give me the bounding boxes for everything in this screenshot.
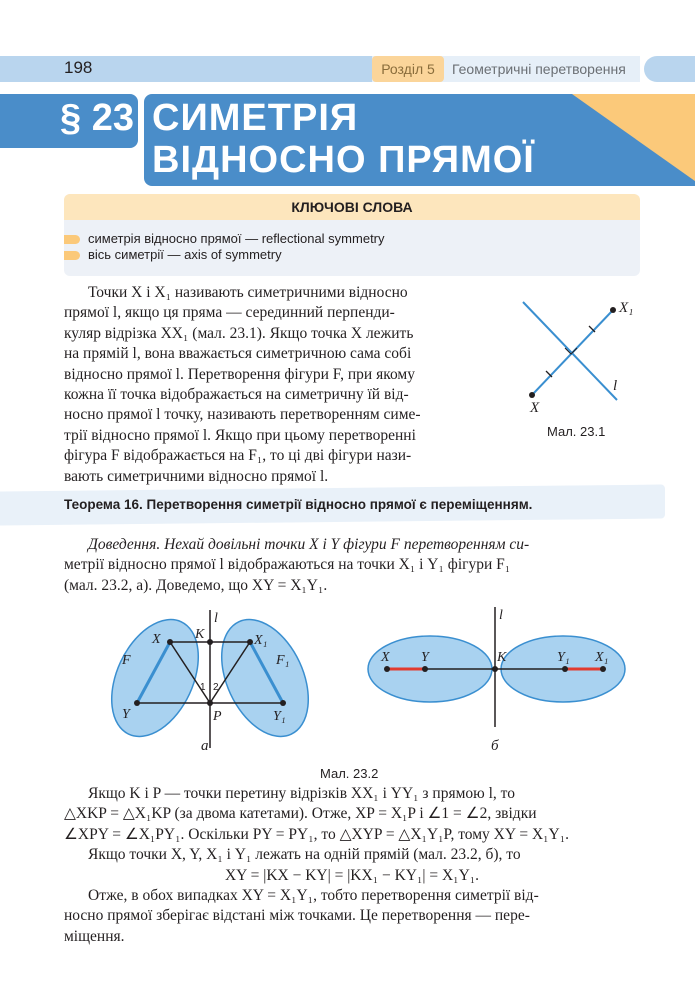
label-x1: X₁ <box>254 633 268 648</box>
theorem-16: Теорема 16. Перетворення симетрії відносно прямої є переміщенням. <box>64 497 533 512</box>
intro-line: фігура F відображається на F₁, то ці дві фігури нази- <box>64 447 412 465</box>
label-f1: F₁ <box>276 653 290 668</box>
label-x1: X₁ <box>619 300 634 316</box>
title-corner-decoration <box>572 94 695 186</box>
conclusion-line: Якщо K і P — точки перетину відрізків XX₁ і YY₁ з прямою l, то <box>88 785 515 802</box>
keyword-item: симетрія відносно прямої — reflectional symmetry <box>88 231 385 246</box>
intro-line: носно прямої l точку, називають перетворенням симе- <box>64 406 421 424</box>
figure-23-2b <box>365 605 630 730</box>
chapter-label: Розділ 5 <box>372 56 444 82</box>
section-number: § 23 <box>60 97 134 139</box>
proof-paragraph <box>64 535 640 596</box>
intro-line: вають симетричними відносно прямої l. <box>64 467 329 485</box>
label-l: l <box>214 611 218 626</box>
section-title-line1: СИМЕТРІЯ <box>152 97 359 139</box>
conclusion-line: △XKP = △X₁KP (за двома катетами). Отже, XP = X₁P і ∠1 = ∠2, звідки <box>64 805 537 823</box>
keyword-bullet <box>64 251 80 260</box>
chapter-title: Геометричні перетворення <box>452 61 626 77</box>
label-f: F <box>122 653 131 668</box>
intro-line: прямої l, якщо ця пряма — серединний перпенди- <box>64 304 395 322</box>
figure-23-2a-label: а <box>201 738 209 754</box>
label-x: X <box>530 400 540 416</box>
label-y: Y <box>421 650 429 665</box>
label-x: X <box>152 632 161 647</box>
section-title-line2: ВІДНОСНО ПРЯМОЇ <box>152 139 535 181</box>
intro-line: куляр відрізка XX₁ (мал. 23.1). Якщо точка X лежить <box>64 324 414 342</box>
point-x <box>167 639 173 645</box>
intro-line: на прямій l, вона вважається симетричною сама собі <box>64 345 412 363</box>
intro-line: Точки X і X₁ називають симетричними відносно <box>88 284 408 301</box>
point-p <box>207 700 213 706</box>
figure-f1 <box>204 608 320 750</box>
label-y1: Y₁ <box>273 709 286 724</box>
label-angle-2: 2 <box>213 682 219 693</box>
keyword-bullet <box>64 235 80 244</box>
page-number: 198 <box>64 58 93 77</box>
point-k <box>207 639 213 645</box>
proof-line: Доведення. Нехай довільні точки X і Y фігури F перетворенням си- <box>88 536 530 553</box>
label-k: K <box>195 627 205 642</box>
point-k <box>492 666 498 672</box>
label-x1: X₁ <box>595 650 609 665</box>
figure-23-1-caption: Мал. 23.1 <box>547 424 606 439</box>
conclusion-line: ∠XPY = ∠X₁PY₁. Оскільки PY = PY₁, то △XYP = △X₁Y₁P, тому XY = X₁Y₁. <box>64 825 570 843</box>
proof-line: метрії відносно прямої l відображаються на точки X₁ і Y₁ фігури F₁ <box>64 556 511 574</box>
point-y <box>422 666 428 672</box>
header-decoration <box>644 56 695 82</box>
conclusion-paragraph <box>64 784 640 947</box>
intro-line: кожна її точка відображається на симетричну їй від- <box>64 386 409 404</box>
header-bar <box>0 56 372 82</box>
intro-line: трії відносно прямої l. Якщо при цьому перетворенні <box>64 426 416 444</box>
conclusion-formula: XY = |KX − KY| = |KX₁ − KY₁| = X₁Y₁. <box>224 866 480 884</box>
symmetry-axis-l <box>523 302 617 400</box>
intro-paragraph <box>64 283 504 487</box>
proof-line: (мал. 23.2, а). Доведемо, що XY = X₁Y₁. <box>64 576 328 594</box>
figure-23-2a <box>100 608 320 758</box>
figure-23-1 <box>515 290 655 420</box>
point-y <box>134 700 140 706</box>
label-k: K <box>497 650 507 665</box>
label-l: l <box>499 608 503 623</box>
conclusion-line: носно прямої зберігає відстані між точками. Це перетворення — пере- <box>64 907 530 925</box>
point-y1 <box>562 666 568 672</box>
keywords-heading: КЛЮЧОВІ СЛОВА <box>64 194 640 220</box>
point-x <box>384 666 390 672</box>
label-y1: Y₁ <box>557 650 570 665</box>
keyword-item: вісь симетрії — axis of symmetry <box>88 247 282 262</box>
label-l: l <box>613 378 618 394</box>
conclusion-line: міщення. <box>64 927 125 945</box>
point-y1 <box>280 700 286 706</box>
point-x1 <box>600 666 606 672</box>
figure-23-2-caption: Мал. 23.2 <box>320 766 379 781</box>
conclusion-line: Отже, в обох випадках XY = X₁Y₁, тобто перетворення симетрії від- <box>88 887 539 905</box>
label-angle-1: 1 <box>200 682 206 693</box>
point-x1 <box>610 307 616 313</box>
intro-line: відносно прямої l. Перетворення фігури F, при якому <box>64 365 415 383</box>
conclusion-line: Якщо точки X, Y, X₁ і Y₁ лежать на одній прямій (мал. 23.2, б), то <box>88 846 521 864</box>
label-p: P <box>213 709 222 724</box>
figure-23-2b-label: б <box>491 738 499 754</box>
point-x1 <box>247 639 253 645</box>
label-y: Y <box>122 707 130 722</box>
label-x: X <box>381 650 390 665</box>
point-x <box>529 392 535 398</box>
